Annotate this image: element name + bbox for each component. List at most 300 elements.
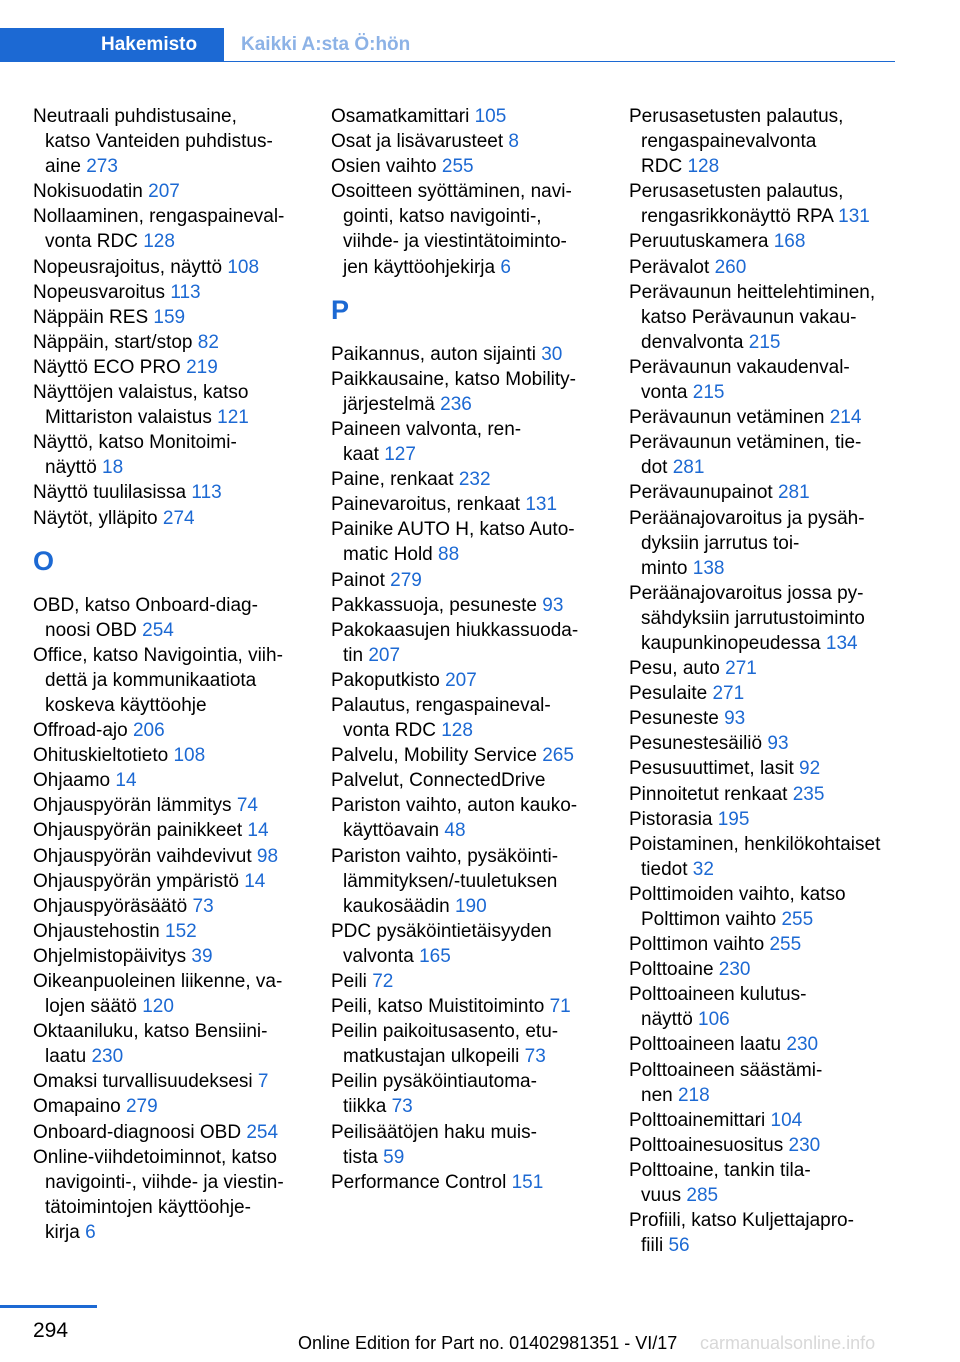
index-entry-label: Näyttö, katso Monitoimi- bbox=[33, 432, 237, 454]
index-entry-label: OBD, katso Onboard-diag- bbox=[33, 594, 258, 616]
index-entry bbox=[629, 1158, 899, 1208]
index-entry-text bbox=[629, 982, 899, 1007]
index-entry-label: matkustajan ulkopeili bbox=[343, 1046, 520, 1068]
index-entry-label: vonta bbox=[641, 382, 688, 404]
index-entry-label: Polttoainemittari bbox=[629, 1109, 766, 1131]
index-entry bbox=[33, 506, 301, 531]
index-entry-label: Nokisuodatin bbox=[33, 181, 143, 203]
index-entry-text bbox=[629, 807, 899, 832]
index-entry-text bbox=[629, 857, 899, 882]
index-entry-label: tiedot bbox=[641, 858, 688, 880]
index-entry-label: tätoimintojen käyttöohje- bbox=[45, 1196, 251, 1218]
page-link[interactable]: 93 bbox=[724, 708, 746, 730]
index-entry bbox=[629, 681, 899, 706]
index-entry-text bbox=[33, 969, 301, 994]
index-entry-label: viihde- ja viestintätoiminto- bbox=[343, 231, 567, 253]
index-entry bbox=[629, 1108, 899, 1133]
page-link[interactable]: 271 bbox=[712, 683, 745, 705]
index-entry-label: Osien vaihto bbox=[331, 156, 437, 178]
index-entry bbox=[331, 844, 599, 919]
index-entry-label: tista bbox=[343, 1146, 378, 1168]
index-entry-text bbox=[33, 894, 301, 919]
index-entry-text bbox=[629, 229, 899, 254]
index-entry-label: noosi OBD bbox=[45, 619, 137, 641]
index-entry-label: Polttoaineen kulutus- bbox=[629, 984, 807, 1006]
page-link[interactable]: 274 bbox=[162, 507, 195, 529]
index-entry-label: Osoitteen syöttäminen, navi- bbox=[331, 181, 572, 203]
page-link[interactable]: 131 bbox=[838, 206, 870, 228]
index-entry bbox=[629, 430, 899, 480]
index-entry-text bbox=[331, 1019, 599, 1044]
page-link[interactable]: 195 bbox=[717, 808, 750, 830]
tab-index[interactable]: Hakemisto bbox=[0, 28, 224, 62]
index-entry bbox=[331, 1019, 599, 1069]
index-entry-label: Ohjauspyörän vaihdevivut bbox=[33, 845, 252, 867]
index-entry-text bbox=[331, 618, 599, 643]
index-entry bbox=[629, 706, 899, 731]
index-entry-text bbox=[331, 643, 599, 668]
page-link[interactable]: 93 bbox=[767, 733, 789, 755]
page-link[interactable]: 6 bbox=[85, 1221, 96, 1243]
page-link[interactable]: 285 bbox=[686, 1185, 719, 1207]
index-entry bbox=[33, 355, 301, 380]
index-entry-label: vonta RDC bbox=[45, 231, 138, 253]
index-entry-text bbox=[629, 380, 899, 405]
index-entry-text bbox=[331, 492, 599, 517]
index-entry-label: fiili bbox=[641, 1235, 664, 1257]
page-link[interactable]: 128 bbox=[441, 720, 473, 742]
index-entry-label: Paine, renkaat bbox=[331, 469, 454, 491]
index-entry-text bbox=[629, 330, 899, 355]
page-link[interactable]: 6 bbox=[500, 256, 511, 278]
index-entry bbox=[629, 1032, 899, 1057]
index-entry-label: Polttimon vaihto bbox=[629, 934, 765, 956]
index-entry-label: kirja bbox=[45, 1221, 80, 1243]
page-link[interactable]: 59 bbox=[383, 1146, 405, 1168]
page-link[interactable]: 30 bbox=[541, 343, 563, 365]
index-entry-text bbox=[331, 1044, 599, 1069]
index-entry-text bbox=[629, 1208, 899, 1233]
index-entry bbox=[33, 768, 301, 793]
index-entry bbox=[331, 618, 599, 668]
index-entry-text bbox=[33, 480, 301, 505]
page-link[interactable]: 273 bbox=[86, 156, 118, 178]
index-entry-label: Peräänajovaroitus ja pysäh- bbox=[629, 507, 865, 529]
index-entry-label: Palvelu, Mobility Service bbox=[331, 745, 537, 767]
index-entry-text bbox=[33, 1044, 301, 1069]
index-entry-label: dyksiin jarrutus toi- bbox=[641, 532, 800, 554]
index-entry-text bbox=[33, 844, 301, 869]
page-link[interactable]: 128 bbox=[143, 231, 175, 253]
index-entry-text bbox=[629, 1233, 899, 1258]
page-link[interactable]: 73 bbox=[524, 1046, 546, 1068]
index-entry bbox=[331, 367, 599, 417]
page-link[interactable]: 159 bbox=[153, 306, 186, 328]
index-entry bbox=[331, 1170, 599, 1195]
page-link[interactable]: 215 bbox=[692, 382, 725, 404]
index-entry bbox=[629, 1208, 899, 1258]
index-entry bbox=[33, 643, 301, 718]
index-entry-label: Ohjaustehostin bbox=[33, 920, 160, 942]
page-link[interactable]: 255 bbox=[781, 909, 814, 930]
index-entry-label: Näyttö ECO PRO bbox=[33, 356, 181, 378]
index-entry-text bbox=[33, 919, 301, 944]
index-entry-label: Pesu, auto bbox=[629, 658, 720, 680]
page-link[interactable]: 230 bbox=[91, 1046, 124, 1068]
index-entry-label: minto bbox=[641, 557, 688, 579]
index-entry-text bbox=[331, 693, 599, 718]
page-link[interactable]: 219 bbox=[186, 356, 218, 378]
index-entry-text bbox=[629, 1032, 899, 1057]
page-link[interactable]: 281 bbox=[672, 457, 705, 479]
index-entry-text bbox=[33, 1145, 301, 1170]
page-link[interactable]: 7 bbox=[257, 1071, 269, 1093]
index-entry-text bbox=[331, 129, 599, 154]
index-entry-text bbox=[629, 129, 899, 154]
index-entry-label: Ohjauspyörän ympäristö bbox=[33, 870, 239, 892]
index-entry-label: lojen säätö bbox=[45, 996, 137, 1018]
index-entry-text bbox=[629, 882, 899, 907]
page-link[interactable]: 74 bbox=[236, 795, 258, 817]
index-entry bbox=[33, 480, 301, 505]
page-link[interactable]: 121 bbox=[217, 407, 249, 429]
index-entry-text bbox=[629, 280, 899, 305]
page-link[interactable]: 39 bbox=[191, 945, 213, 967]
index-entry-text bbox=[629, 1058, 899, 1083]
index-entry-text bbox=[331, 1170, 599, 1195]
index-entry-text bbox=[629, 581, 899, 606]
index-entry-label: Neutraali puhdistusaine, bbox=[33, 106, 237, 127]
index-entry-text bbox=[629, 455, 899, 480]
section-letter: P bbox=[331, 294, 350, 325]
page-link[interactable]: 93 bbox=[542, 594, 564, 616]
index-entry-text bbox=[629, 1083, 899, 1108]
index-entry-text bbox=[331, 818, 599, 843]
index-entry-label: tin bbox=[343, 644, 364, 666]
page-link[interactable]: 230 bbox=[718, 959, 751, 981]
index-entry bbox=[331, 568, 599, 593]
index-entry-label: Perävaunun vetäminen bbox=[629, 407, 825, 429]
page-link[interactable]: 108 bbox=[173, 745, 206, 767]
index-entry-label: Poistaminen, henkilökohtaiset bbox=[629, 833, 881, 855]
index-entry-text bbox=[331, 743, 599, 768]
index-entry-text bbox=[331, 793, 599, 818]
index-entry-label: Onboard-diagnoosi OBD bbox=[33, 1121, 242, 1143]
index-entry bbox=[33, 919, 301, 944]
page-link[interactable]: 207 bbox=[368, 644, 401, 666]
index-entry-label: Pariston vaihto, pysäköinti- bbox=[331, 845, 559, 867]
page-link[interactable]: 14 bbox=[247, 820, 269, 842]
index-entry-label: Office, katso Navigointia, viih- bbox=[33, 644, 283, 666]
page-link[interactable]: 168 bbox=[773, 231, 806, 253]
page-link[interactable]: 207 bbox=[148, 181, 180, 203]
index-entry-label: vonta RDC bbox=[343, 720, 436, 742]
index-entry bbox=[629, 581, 899, 656]
index-entry-text bbox=[33, 204, 301, 229]
page-link[interactable]: 32 bbox=[692, 858, 714, 880]
index-entry-label: Perävaunun vakaudenval- bbox=[629, 356, 850, 378]
index-entry-label: Polttoaineen laatu bbox=[629, 1034, 782, 1056]
index-entry-label: Nollaaminen, rengaspaineval- bbox=[33, 206, 285, 228]
index-entry-label: Ohjelmistopäivitys bbox=[33, 945, 187, 967]
edition-note: Online Edition for Part no. 01402981351 - VI/17 bbox=[298, 1333, 678, 1353]
index-entry-text bbox=[629, 355, 899, 380]
index-entry-text bbox=[629, 480, 899, 505]
index-entry-text bbox=[331, 367, 599, 392]
index-entry-text bbox=[629, 681, 899, 706]
page-link[interactable]: 108 bbox=[227, 256, 260, 278]
index-entry-label: Peruutuskamera bbox=[629, 231, 769, 253]
index-entry-text bbox=[331, 919, 599, 944]
index-entry-text bbox=[629, 255, 899, 280]
page-link[interactable]: 260 bbox=[714, 256, 747, 278]
index-entry-text bbox=[629, 1158, 899, 1183]
index-entry bbox=[33, 204, 301, 254]
index-entry bbox=[33, 969, 301, 1019]
index-entry-text bbox=[33, 1120, 301, 1145]
index-entry bbox=[629, 656, 899, 681]
page-link[interactable]: 215 bbox=[748, 331, 781, 353]
index-entry-text bbox=[629, 305, 899, 330]
index-entry bbox=[33, 280, 301, 305]
index-entry-label: Pakoputkisto bbox=[331, 669, 440, 691]
index-entry-text bbox=[629, 430, 899, 455]
index-entry-label: gointi, katso navigointi-, bbox=[343, 206, 542, 228]
page-link[interactable]: 232 bbox=[458, 469, 491, 491]
page-link[interactable]: 73 bbox=[192, 895, 214, 917]
index-entry bbox=[331, 793, 599, 843]
index-entry-text bbox=[33, 305, 301, 330]
index-entry bbox=[629, 229, 899, 254]
page-link[interactable]: 134 bbox=[825, 632, 858, 654]
index-entry-label: Paineen valvonta, ren- bbox=[331, 418, 522, 440]
page-link[interactable]: 104 bbox=[770, 1109, 803, 1131]
index-entry-text bbox=[33, 768, 301, 793]
page-link[interactable]: 72 bbox=[372, 971, 394, 992]
index-entry-label: sähdyksiin jarrutustoiminto bbox=[641, 607, 865, 629]
page-link[interactable]: 265 bbox=[542, 745, 574, 767]
index-entry-text bbox=[33, 743, 301, 768]
index-entry-text bbox=[331, 204, 599, 229]
index-entry-label: denvalvonta bbox=[641, 331, 744, 353]
index-entry-text bbox=[629, 1183, 899, 1208]
index-entry-text bbox=[331, 542, 599, 567]
page-link[interactable]: 127 bbox=[384, 444, 416, 466]
index-entry-text bbox=[33, 668, 301, 693]
index-entry-label: Peili bbox=[331, 971, 367, 992]
header-divider bbox=[0, 61, 895, 62]
index-entry-text bbox=[331, 255, 599, 280]
index-entry-label: PDC pysäköintietäisyyden bbox=[331, 920, 552, 942]
index-entry-text bbox=[33, 618, 301, 643]
index-entry-text bbox=[629, 204, 899, 229]
page-link[interactable]: 138 bbox=[692, 557, 725, 579]
page-link[interactable]: 214 bbox=[829, 407, 862, 429]
page-link[interactable]: 88 bbox=[438, 544, 460, 566]
index-entry-label: RDC bbox=[641, 156, 683, 178]
index-entry-text bbox=[331, 593, 599, 618]
page-link[interactable]: 255 bbox=[769, 934, 802, 956]
page-link[interactable]: 92 bbox=[799, 758, 821, 780]
index-entry-label: Peilin paikoitusasento, etu- bbox=[331, 1021, 559, 1043]
page-link[interactable]: 207 bbox=[445, 669, 477, 691]
index-entry-text bbox=[33, 1195, 301, 1220]
index-entry-text bbox=[33, 330, 301, 355]
page-link[interactable]: 48 bbox=[444, 820, 466, 842]
index-entry bbox=[331, 668, 599, 693]
section-letter: O bbox=[33, 545, 55, 576]
page-link[interactable]: 113 bbox=[170, 281, 201, 303]
index-entry-label: Polttoainesuositus bbox=[629, 1134, 784, 1156]
index-entry-label: järjestelmä bbox=[343, 393, 435, 415]
index-entry-label: rengaspainevalvonta bbox=[641, 131, 817, 153]
index-entry-text bbox=[331, 944, 599, 969]
index-entry bbox=[331, 517, 599, 567]
index-entry bbox=[629, 807, 899, 832]
page-link[interactable]: 236 bbox=[440, 393, 472, 415]
index-entry-text bbox=[331, 869, 599, 894]
page-link[interactable]: 271 bbox=[725, 658, 757, 680]
footer-divider bbox=[0, 1305, 97, 1308]
index-column-3 bbox=[629, 104, 899, 1258]
page-link[interactable]: 8 bbox=[508, 131, 519, 153]
index-entry bbox=[33, 1094, 301, 1119]
index-entry-label: Ohjauspyörän painikkeet bbox=[33, 820, 243, 842]
page-link[interactable]: 218 bbox=[677, 1084, 710, 1106]
index-entry-text bbox=[331, 104, 599, 129]
index-entry bbox=[331, 693, 599, 743]
index-entry-label: Peili, katso Muistitoiminto bbox=[331, 996, 545, 1018]
index-entry-label: Pesuneste bbox=[629, 708, 719, 730]
page-link[interactable]: 106 bbox=[698, 1009, 730, 1031]
index-entry-text bbox=[33, 255, 301, 280]
page-link[interactable]: 14 bbox=[244, 870, 266, 892]
index-entry-text bbox=[33, 718, 301, 743]
page-link[interactable]: 98 bbox=[256, 845, 279, 867]
index-entry bbox=[331, 129, 599, 154]
index-entry-text bbox=[629, 606, 899, 631]
index-entry-text bbox=[629, 1108, 899, 1133]
page-link[interactable]: 281 bbox=[777, 482, 810, 504]
page-link[interactable]: 165 bbox=[419, 945, 451, 967]
index-entry-text bbox=[331, 969, 599, 994]
page-link[interactable]: 206 bbox=[132, 720, 165, 742]
page-link[interactable]: 279 bbox=[125, 1096, 158, 1118]
index-entry-text bbox=[33, 179, 301, 204]
index-entry-label: aine bbox=[45, 156, 81, 178]
index-entry-label: Osamatkamittari bbox=[331, 106, 470, 127]
index-entry-label: Mittariston valaistus bbox=[45, 407, 212, 429]
page-link[interactable]: 255 bbox=[441, 156, 474, 178]
page-link[interactable]: 105 bbox=[474, 106, 507, 127]
index-entry bbox=[629, 957, 899, 982]
index-entry bbox=[629, 782, 899, 807]
page-link[interactable]: 151 bbox=[511, 1171, 544, 1193]
index-entry-text bbox=[629, 104, 899, 129]
index-entry-text bbox=[331, 894, 599, 919]
index-entry-label: navigointi-, viihde- ja viestin- bbox=[45, 1171, 284, 1193]
index-entry-text bbox=[33, 430, 301, 455]
page-link[interactable]: 230 bbox=[786, 1034, 819, 1056]
watermark: carmanualsonline.info bbox=[700, 1333, 876, 1353]
index-entry bbox=[629, 280, 899, 355]
index-entry-text bbox=[331, 1069, 599, 1094]
tab-a-to-z[interactable]: Kaikki A:sta Ö:hön bbox=[241, 34, 411, 55]
index-entry bbox=[33, 743, 301, 768]
index-entry bbox=[629, 506, 899, 581]
index-entry-text bbox=[629, 154, 899, 179]
index-entry-label: koskeva käyttöohje bbox=[45, 694, 207, 716]
index-entry-text bbox=[331, 229, 599, 254]
page-link[interactable]: 235 bbox=[792, 783, 825, 805]
page-link[interactable]: 18 bbox=[102, 457, 124, 479]
index-entry-text bbox=[629, 556, 899, 581]
index-entry bbox=[33, 380, 301, 430]
index-entry-label: Polttoaine, tankin tila- bbox=[629, 1159, 811, 1181]
index-entry-label: Pesunestesäiliö bbox=[629, 733, 763, 755]
page-link[interactable]: 113 bbox=[191, 482, 222, 504]
index-entry-label: nen bbox=[641, 1084, 673, 1106]
page-link[interactable]: 14 bbox=[115, 770, 137, 792]
index-entry-text bbox=[331, 668, 599, 693]
index-entry-label: näyttö bbox=[45, 457, 97, 479]
page-link[interactable]: 152 bbox=[165, 920, 197, 942]
page-link[interactable]: 254 bbox=[142, 619, 174, 641]
page-link[interactable]: 230 bbox=[788, 1134, 821, 1156]
index-entry bbox=[629, 756, 899, 781]
index-entry bbox=[33, 944, 301, 969]
index-entry-label: Perävaunupainot bbox=[629, 482, 773, 504]
page-link[interactable]: 131 bbox=[525, 494, 558, 516]
index-entry-text bbox=[629, 957, 899, 982]
page-number: 294 bbox=[33, 1319, 69, 1342]
page-link[interactable]: 73 bbox=[391, 1096, 413, 1118]
index-entry-label: Pakokaasujen hiukkassuoda- bbox=[331, 619, 579, 641]
page-link[interactable]: 71 bbox=[549, 996, 571, 1018]
page-link[interactable]: 120 bbox=[142, 996, 174, 1018]
index-entry-label: katso Perävaunun vakau- bbox=[641, 306, 857, 328]
index-entry-label: Polttimoiden vaihto, katso bbox=[629, 883, 846, 905]
index-entry-text bbox=[629, 179, 899, 204]
index-entry-label: Pinnoitetut renkaat bbox=[629, 783, 788, 805]
index-entry-text bbox=[331, 844, 599, 869]
page-link[interactable]: 82 bbox=[197, 331, 219, 353]
index-entry-text bbox=[33, 506, 301, 531]
index-entry-text bbox=[331, 442, 599, 467]
index-entry bbox=[629, 1133, 899, 1158]
index-entry-label: kaupunkinopeudessa bbox=[641, 632, 821, 654]
index-entry-label: Perusasetusten palautus, bbox=[629, 181, 844, 203]
index-entry-text bbox=[33, 643, 301, 668]
index-entry-text bbox=[33, 593, 301, 618]
page-link[interactable]: 190 bbox=[454, 895, 487, 917]
index-entry-text bbox=[629, 706, 899, 731]
index-entry bbox=[33, 894, 301, 919]
index-entry-text bbox=[331, 718, 599, 743]
index-entry-label: käyttöavain bbox=[343, 820, 440, 842]
page-link[interactable]: 56 bbox=[668, 1235, 690, 1257]
index-column-1 bbox=[33, 104, 301, 1245]
index-entry-label: Paikkausaine, katso Mobility- bbox=[331, 368, 576, 390]
index-entry-text bbox=[33, 693, 301, 718]
index-entry-label: Online-viihdetoiminnot, katso bbox=[33, 1146, 277, 1168]
page-link[interactable]: 128 bbox=[687, 156, 720, 178]
index-entry-label: jen käyttöohjekirja bbox=[343, 256, 496, 278]
index-entry bbox=[331, 342, 599, 367]
page-link[interactable]: 254 bbox=[246, 1121, 279, 1143]
page-link[interactable]: 279 bbox=[390, 569, 422, 591]
index-entry-label: Palvelut, ConnectedDrive bbox=[331, 770, 546, 792]
